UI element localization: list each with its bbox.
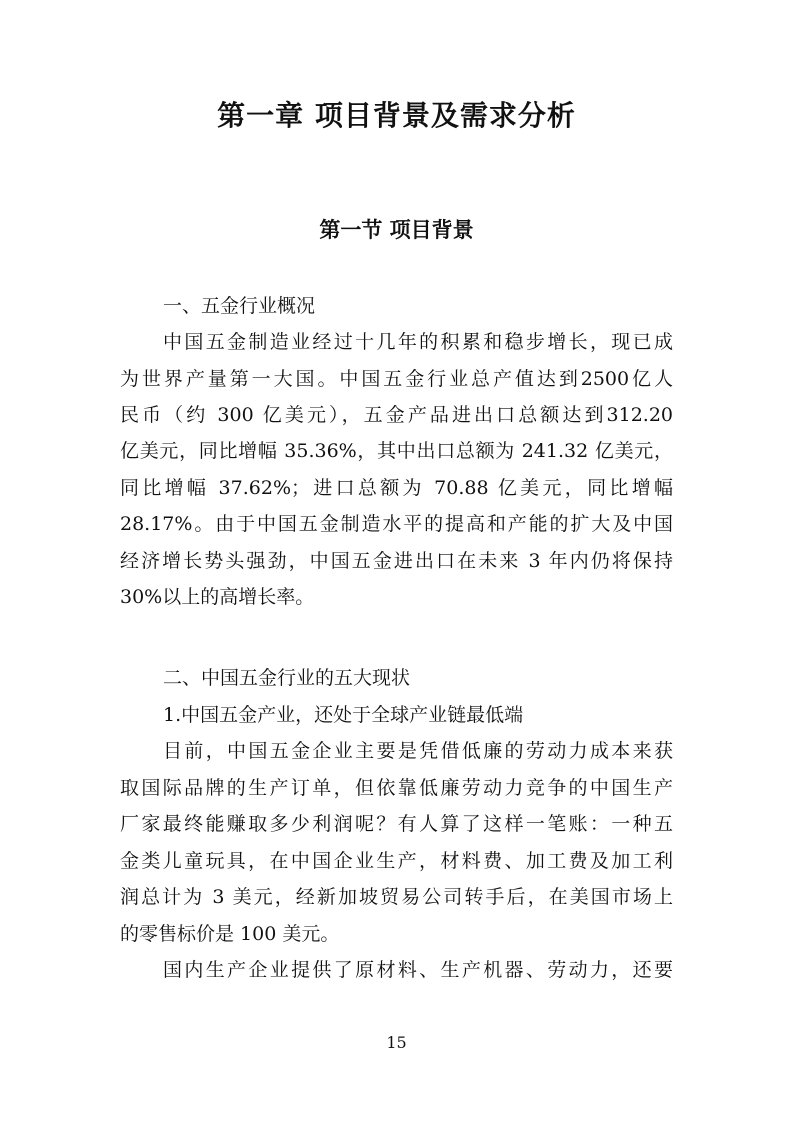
paragraph-line: 的零售标价是 100 美元。 bbox=[120, 923, 340, 945]
paragraph-line: 经济增长势头强劲，中国五金进出口在未来 3 年内仍将保持 bbox=[120, 550, 673, 572]
page-number: 15 bbox=[386, 1033, 407, 1052]
paragraph-line: 28.17%。由于中国五金制造水平的提高和产能的扩大及中国 bbox=[120, 513, 673, 535]
section-title: 第一节 项目背景 bbox=[319, 218, 474, 242]
paragraph-line: 为世界产量第一大国。中国五金行业总产值达到2500亿人 bbox=[120, 368, 673, 390]
paragraph-line: 目前，中国五金企业主要是凭借低廉的劳动力成本来获 bbox=[163, 740, 673, 762]
subheading: 1.中国五金产业，还处于全球产业链最低端 bbox=[163, 704, 524, 726]
paragraph-line: 润总计为 3 美元，经新加坡贸易公司转手后，在美国市场上 bbox=[120, 886, 673, 908]
paragraph-line: 30%以上的高增长率。 bbox=[120, 586, 315, 608]
chapter-title: 第一章 项目背景及需求分析 bbox=[217, 99, 576, 132]
paragraph-line: 中国五金制造业经过十几年的积累和稳步增长，现已成 bbox=[163, 331, 673, 353]
paragraph-line: 厂家最终能赚取多少利润呢？有人算了这样一笔账：一种五 bbox=[120, 813, 673, 835]
paragraph-line: 取国际品牌的生产订单，但依靠低廉劳动力竞争的中国生产 bbox=[120, 777, 673, 799]
paragraph-line: 亿美元，同比增幅 35.36%，其中出口总额为 241.32 亿美元， bbox=[120, 440, 673, 462]
section-heading-status: 二、中国五金行业的五大现状 bbox=[163, 667, 411, 689]
paragraph-line: 同比增幅 37.62%；进口总额为 70.88 亿美元，同比增幅 bbox=[120, 477, 673, 499]
paragraph-line: 国内生产企业提供了原材料、生产机器、劳动力，还要 bbox=[163, 959, 673, 981]
paragraph-line: 金类儿童玩具，在中国企业生产，材料费、加工费及加工利 bbox=[120, 850, 673, 872]
paragraph-line: 民币（约 300 亿美元），五金产品进出口总额达到312.20 bbox=[120, 404, 673, 426]
section-heading-overview: 一、五金行业概况 bbox=[163, 295, 316, 317]
